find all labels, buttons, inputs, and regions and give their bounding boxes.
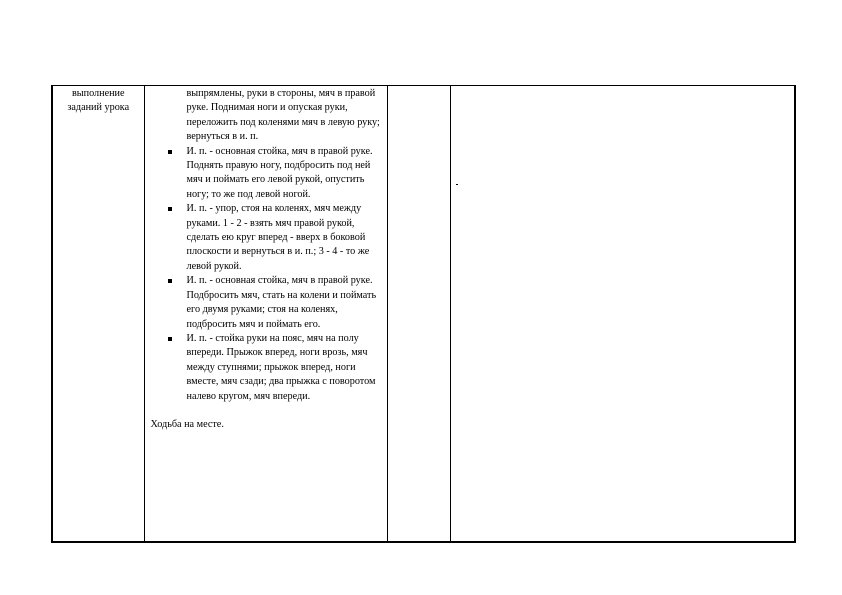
list-item [187, 274, 381, 332]
exercise-list [150, 145, 383, 404]
exercise-text: И. п. - основная стойка, мяч в правой руке. Подбросить мяч, стать на колени и поймать его двумя руками; стоя на коленях, подбросить мяч и поймать его. [186, 275, 377, 330]
exercise-continuation: выпрямлены, руки в стороны, мяч в правой руке. Поднимая ноги и опуская руки, переложить под коленями мяч в левую руку; вернуться в и. п. [186, 88, 380, 143]
content-cell [144, 86, 387, 543]
list-item [187, 332, 381, 404]
table-row [52, 86, 795, 543]
lesson-table [51, 85, 796, 543]
walking-text: Ходьба на месте. [150, 418, 224, 430]
exercise-text: И. п. - стойка руки на пояс, мяч на полу впереди. Прыжок вперед, ноги врозь, мяч между ступнями; прыжок вперед, ноги вместе, мяч сзади; два прыжка с поворотом налево кругом, мяч впереди. [186, 332, 376, 402]
stage-cell [52, 86, 144, 543]
square-bullet-icon [168, 279, 172, 283]
dosage-cell [387, 86, 450, 543]
list-item [187, 202, 381, 274]
square-bullet-icon [168, 337, 172, 341]
square-bullet-icon [168, 207, 172, 211]
list-item [187, 145, 381, 203]
exercise-text: И. п. - основная стойка, мяч в правой руке. Поднять правую ногу, подбросить под ней мяч и поймать его левой рукой, опустить ногу; то же под левой ногой. [186, 145, 373, 200]
stray-mark [456, 184, 458, 185]
exercise-text: И. п. - упор, стоя на коленях, мяч между руками. 1 - 2 - взять мяч правой рукой, сделать ею круг вперед - вверх в боковой плоскости и вернуться в и. п.; 3 - 4 - то же левой рукой. [186, 203, 370, 272]
stage-text: выполнение заданий урока [67, 88, 130, 114]
notes-cell [450, 86, 795, 543]
square-bullet-icon [168, 150, 172, 154]
